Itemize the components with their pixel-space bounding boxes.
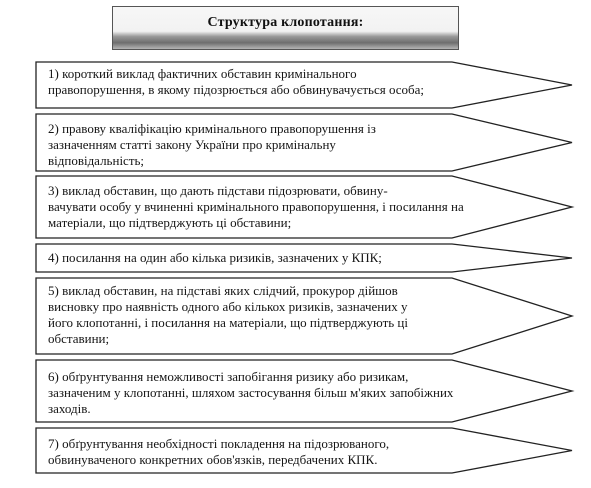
item-text-5: 5) виклад обставин, на підставі яких слідчий, прокурор дійшов висновку про наявність одного або кількох ризиків, зазначених у його клопотанні, і посилання на матеріали, що підтверджують ці обставини; (48, 283, 409, 346)
diagram-title: Структура клопотання: (207, 15, 364, 30)
item-text-6: 6) обґрунтування неможливості запобігання ризику або ризикам, зазначеним у клопотанні, шляхом застосування більш м'яких запобіжних заходів. (48, 369, 454, 416)
item-text-7: 7) обґрунтування необхідності покладення на підозрюваного, обвинуваченого конкретних обов'язків, передбачених КПК. (48, 436, 390, 467)
item-text-4: 4) посилання на один або кілька ризиків, зазначених у КПК; (48, 250, 382, 265)
item-text-3: 3) виклад обставин, що дають підстави підозрювати, обвину- вачувати особу у вчиненні кримінального правопорушення, і посилання на матеріали, що підтверджують ці обставини; (48, 183, 464, 230)
item-text-1: 1) короткий виклад фактичних обставин кримінального правопорушення, в якому підозрюється або обвинувачується особа; (48, 66, 425, 97)
item-text-2: 2) правову кваліфікацію кримінального правопорушення із зазначенням статті закону України про кримінальну відповідальність; (48, 121, 376, 168)
